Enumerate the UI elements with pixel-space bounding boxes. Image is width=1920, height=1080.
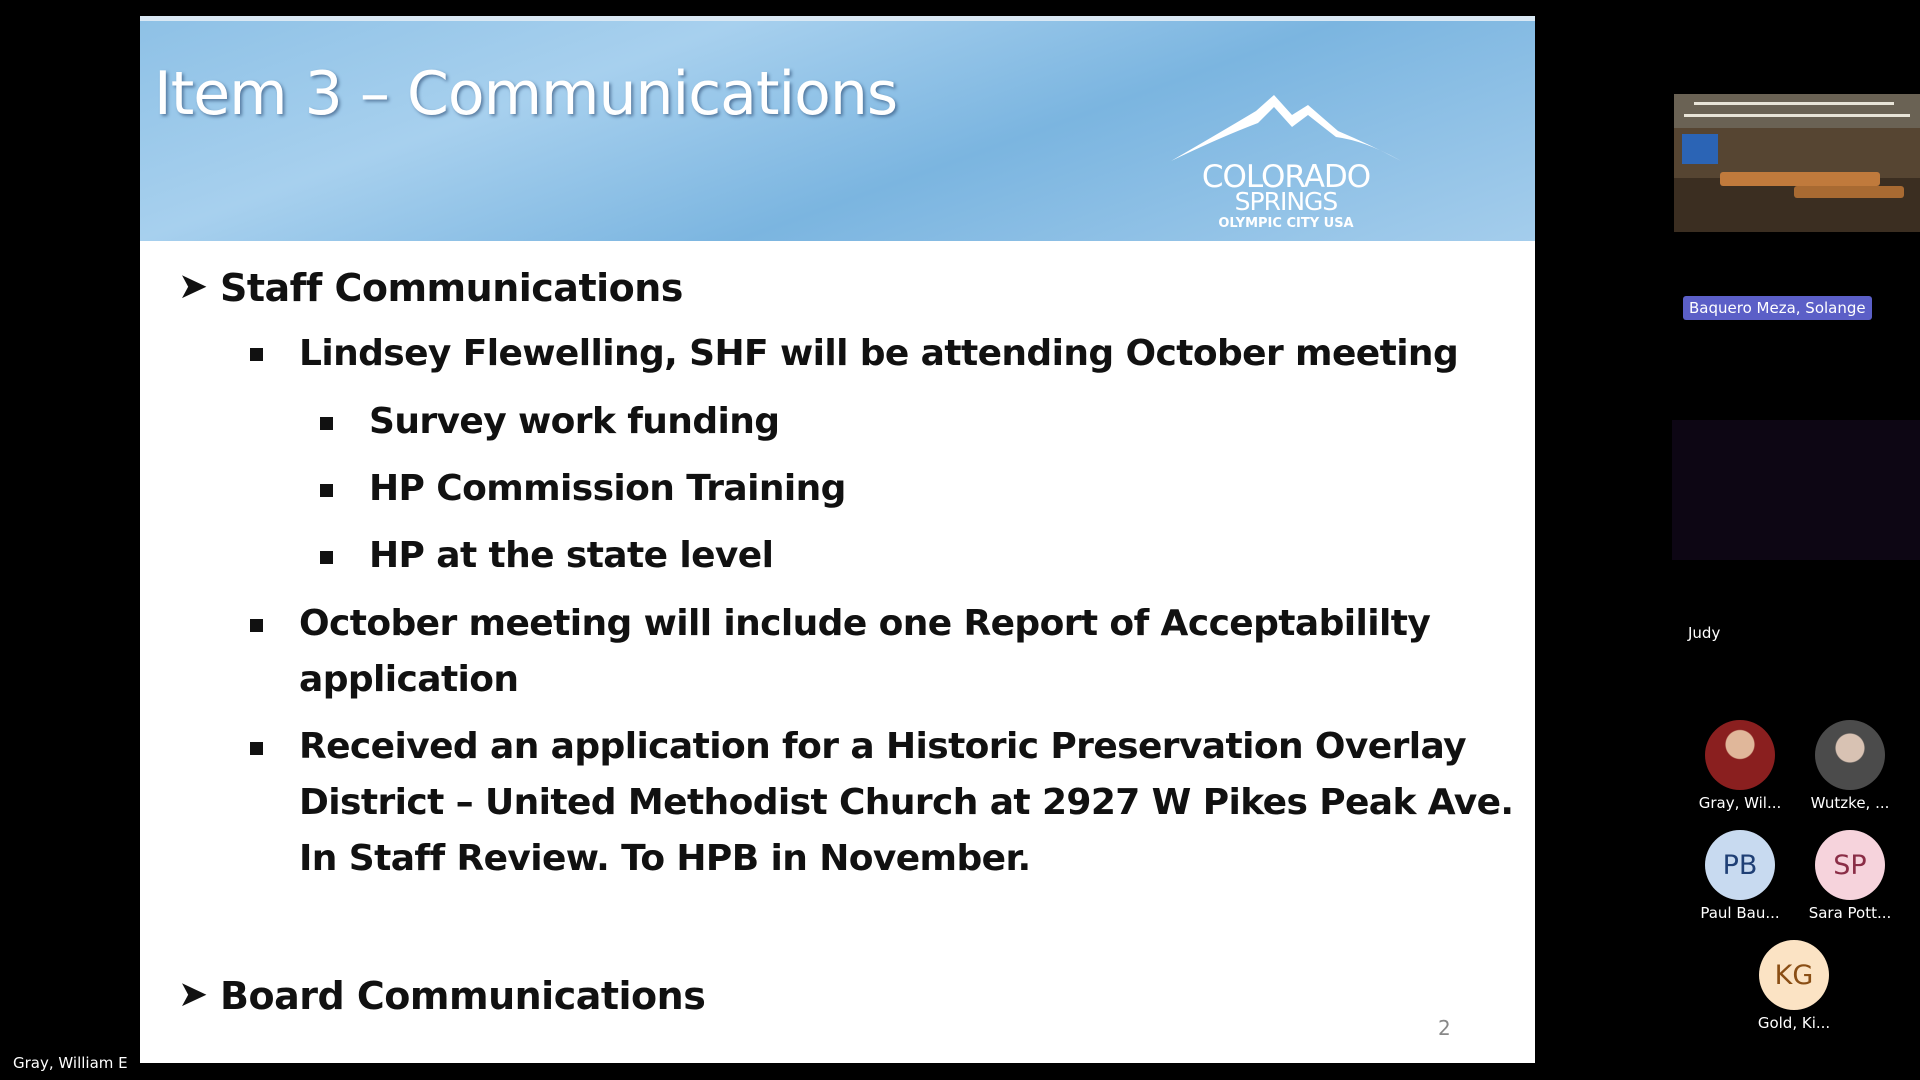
square-bullet-icon <box>320 484 333 497</box>
avatar <box>1705 720 1775 790</box>
bullet-item: October meeting will include one Report of Acceptabililty <box>299 603 1431 644</box>
slide-title: Item 3 – Communications <box>154 59 898 129</box>
square-bullet-icon <box>320 551 333 564</box>
logo-word-colorado: COLORADO <box>1201 159 1371 195</box>
room-video-tile[interactable] <box>1674 94 1920 232</box>
square-bullet-icon <box>250 742 263 755</box>
participant-video-tile[interactable] <box>1672 420 1920 560</box>
participant-tile[interactable] <box>1794 720 1906 812</box>
participant-name: Gold, Ki... <box>1757 1014 1831 1032</box>
avatar <box>1815 720 1885 790</box>
bullet-item: Received an application for a Historic Preservation Overlay <box>299 726 1466 767</box>
arrow-bullet-icon: ➤ <box>178 266 209 307</box>
avatar: KG <box>1759 940 1829 1010</box>
bullet-item: Lindsey Flewelling, SHF will be attending October meeting <box>299 333 1459 374</box>
sub-bullet-item: HP Commission Training <box>369 468 846 509</box>
logo-word-springs: SPRINGS <box>1234 187 1338 216</box>
participant-tile[interactable] <box>1684 830 1796 922</box>
slide-body <box>140 236 1535 1063</box>
participant-tile[interactable] <box>1684 720 1796 812</box>
presenter-name-label: Gray, William E <box>13 1054 128 1072</box>
sub-bullet-item: Survey work funding <box>369 401 780 442</box>
section-heading-staff: Staff Communications <box>220 266 683 310</box>
colorado-springs-logo <box>1166 89 1406 229</box>
square-bullet-icon <box>250 348 263 361</box>
square-bullet-icon <box>250 619 263 632</box>
participant-tile-name: Judy <box>1688 624 1721 642</box>
logo-tagline: OLYMPIC CITY USA <box>1218 216 1354 231</box>
highlighted-participant-name: Baquero Meza, Solange <box>1683 296 1872 320</box>
participant-name: Paul Bau... <box>1700 904 1780 922</box>
participant-tile[interactable] <box>1794 830 1906 922</box>
shared-slide <box>140 16 1535 1063</box>
section-heading-board: Board Communications <box>220 974 706 1018</box>
bullet-item-continuation: In Staff Review. To HPB in November. <box>299 838 1031 879</box>
avatar: PB <box>1705 830 1775 900</box>
sub-bullet-item: HP at the state level <box>369 535 774 576</box>
slide-header <box>140 16 1535 241</box>
mountain-logo-icon <box>1166 89 1406 169</box>
participant-tile[interactable] <box>1738 940 1850 1032</box>
square-bullet-icon <box>320 417 333 430</box>
avatar: SP <box>1815 830 1885 900</box>
arrow-bullet-icon: ➤ <box>178 974 209 1015</box>
slide-page-number: 2 <box>1438 1016 1451 1040</box>
participant-name: Gray, Wil... <box>1698 794 1782 812</box>
bullet-item-continuation: application <box>299 659 519 700</box>
participant-name: Sara Pott... <box>1808 904 1892 922</box>
participant-name: Wutzke, ... <box>1810 794 1890 812</box>
bullet-item-continuation: District – United Methodist Church at 2927 W Pikes Peak Ave. <box>299 782 1514 823</box>
